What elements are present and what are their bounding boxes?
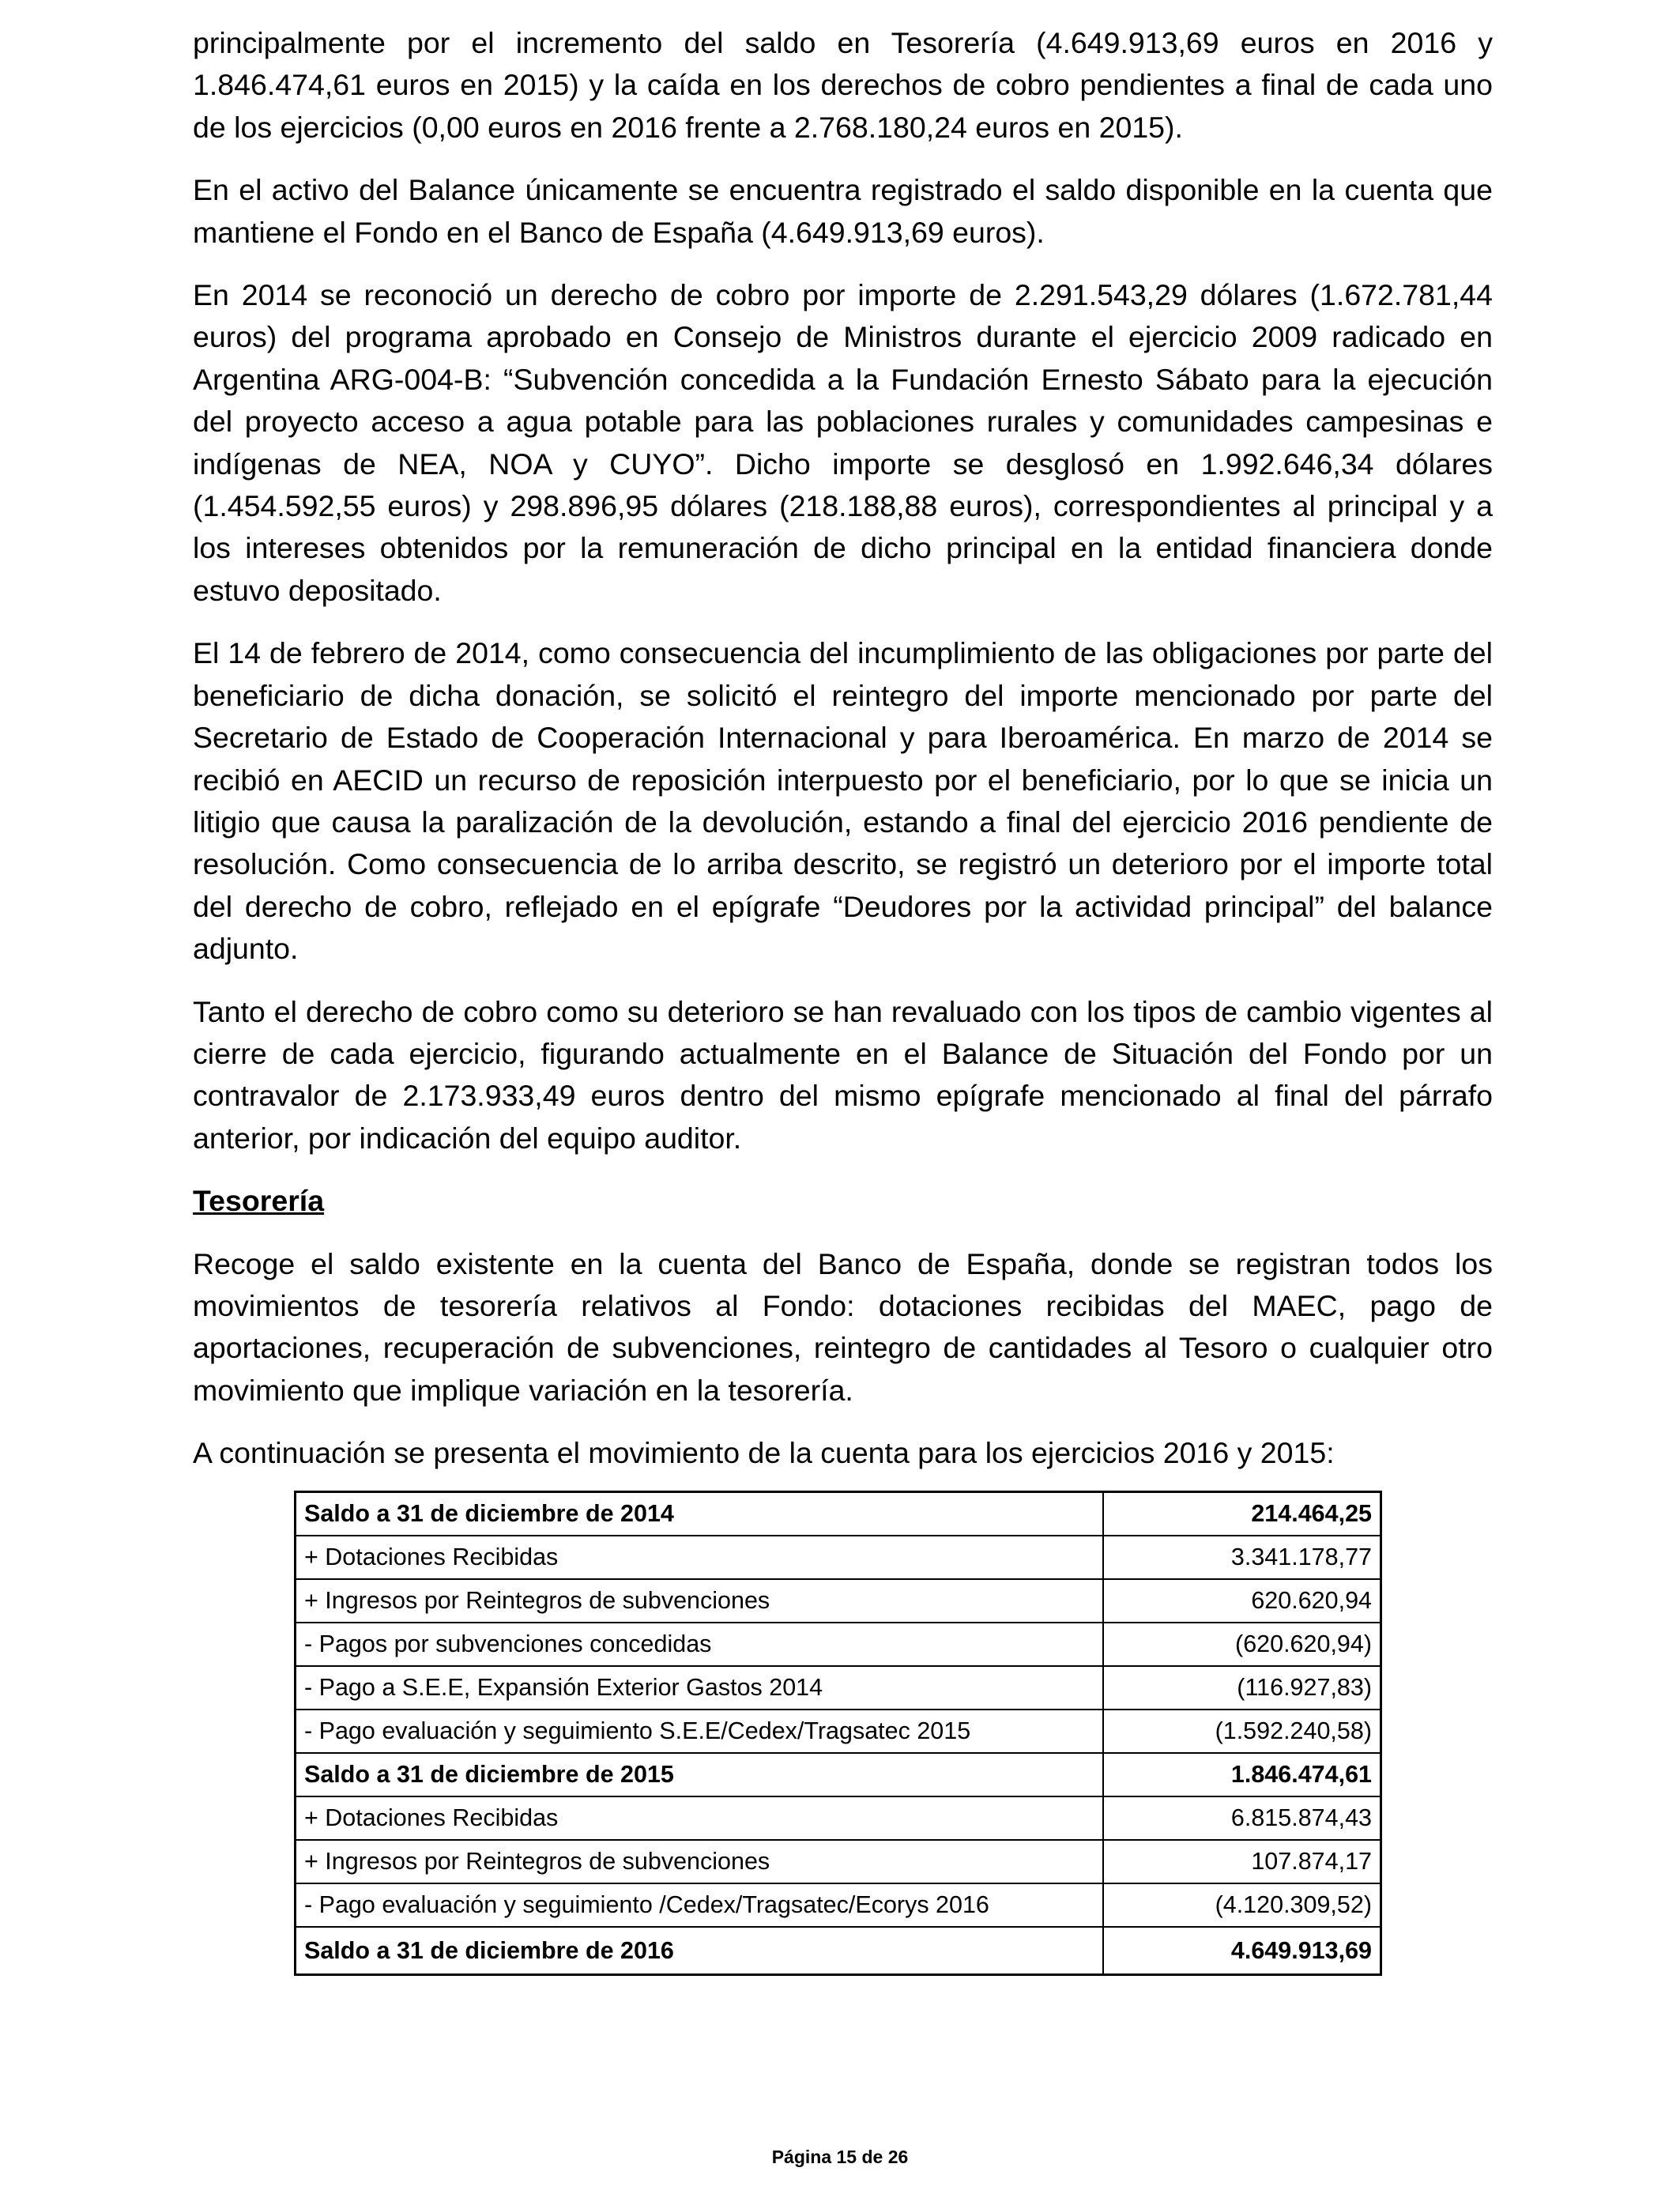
table-row bbox=[296, 1840, 1381, 1883]
row-amount: (620.620,94) bbox=[1103, 1623, 1381, 1666]
table-row bbox=[296, 1579, 1381, 1623]
row-concept: - Pago a S.E.E, Expansión Exterior Gastos 2014 bbox=[296, 1666, 1104, 1710]
row-amount: 3.341.178,77 bbox=[1103, 1536, 1381, 1579]
table-row bbox=[296, 1623, 1381, 1666]
table-row bbox=[296, 1710, 1381, 1753]
treasury-movement-table bbox=[294, 1491, 1382, 1976]
section-heading-tesoreria: Tesorería bbox=[193, 1184, 325, 1218]
row-amount: 620.620,94 bbox=[1103, 1579, 1381, 1623]
row-concept: Saldo a 31 de diciembre de 2016 bbox=[296, 1927, 1104, 1975]
row-amount: 214.464,25 bbox=[1103, 1492, 1381, 1536]
table-row bbox=[296, 1883, 1381, 1927]
paragraph-activo-balance: En el activo del Balance únicamente se encuentra registrado el saldo disponible en la cuenta que mantiene el Fondo en el Banco de España (4.649.913,69 euros). bbox=[193, 173, 1493, 249]
row-amount: (1.592.240,58) bbox=[1103, 1710, 1381, 1753]
page-number: Página 15 de 26 bbox=[771, 2147, 909, 2167]
row-concept: Saldo a 31 de diciembre de 2015 bbox=[296, 1753, 1104, 1796]
table-row bbox=[296, 1796, 1381, 1840]
paragraph-derecho-cobro-2014: En 2014 se reconoció un derecho de cobro por importe de 2.291.543,29 dólares (1.672.781,44 euros) del programa aprobado en Consejo de Ministros durante el ejercicio 2009 radicado en Argentina ARG-004-B: “Subvención concedida a la Fundación Ernesto Sábato para la ejecución del proyecto acceso a agua potable para las poblaciones rurales y comunidades campesinas e indígenas de NEA, NOA y CUYO”. Dicho importe se desglosó en 1.992.646,34 dólares (1.454.592,55 euros) y 298.896,95 dólares (218.188,88 euros), correspondientes al principal y a los intereses obtenidos por la remuneración de dicho principal en la entidad financiera donde estuvo depositado. bbox=[193, 278, 1493, 607]
paragraph-tesoreria-description: Recoge el saldo existente en la cuenta del Banco de España, donde se registran todos los movimientos de tesorería relativos al Fondo: dotaciones recibidas del MAEC, pago de aportaciones, recuperación de subvenciones, reintegro de cantidades al Tesoro o cualquier otro movimiento que implique variación en la tesorería. bbox=[193, 1246, 1493, 1407]
row-concept: + Ingresos por Reintegros de subvenciones bbox=[296, 1840, 1104, 1883]
row-concept: + Ingresos por Reintegros de subvenciones bbox=[296, 1579, 1104, 1623]
table-row bbox=[296, 1536, 1381, 1579]
row-concept: + Dotaciones Recibidas bbox=[296, 1536, 1104, 1579]
row-concept: + Dotaciones Recibidas bbox=[296, 1796, 1104, 1840]
table-row bbox=[296, 1927, 1381, 1975]
row-amount: (4.120.309,52) bbox=[1103, 1883, 1381, 1927]
row-amount: 1.846.474,61 bbox=[1103, 1753, 1381, 1796]
row-concept: - Pago evaluación y seguimiento S.E.E/Cedex/Tragsatec 2015 bbox=[296, 1710, 1104, 1753]
row-concept: - Pagos por subvenciones concedidas bbox=[296, 1623, 1104, 1666]
treasury-movement-table-wrapper bbox=[294, 1491, 1382, 1976]
paragraph-balance-increase: principalmente por el incremento del saldo en Tesorería (4.649.913,69 euros en 2016 y 1.846.474,61 euros en 2015) y la caída en los derechos de cobro pendientes a final de cada uno de los ejercicios (0,00 euros en 2016 frente a 2.768.180,24 euros en 2015). bbox=[193, 26, 1493, 144]
row-amount: 107.874,17 bbox=[1103, 1840, 1381, 1883]
row-amount: 6.815.874,43 bbox=[1103, 1796, 1381, 1840]
table-row bbox=[296, 1492, 1381, 1536]
row-amount: (116.927,83) bbox=[1103, 1666, 1381, 1710]
row-concept: - Pago evaluación y seguimiento /Cedex/Tragsatec/Ecorys 2016 bbox=[296, 1883, 1104, 1927]
table-row bbox=[296, 1666, 1381, 1710]
document-body bbox=[193, 22, 1493, 1495]
row-amount: 4.649.913,69 bbox=[1103, 1927, 1381, 1975]
row-concept: Saldo a 31 de diciembre de 2014 bbox=[296, 1492, 1104, 1536]
paragraph-revaluacion: Tanto el derecho de cobro como su deterioro se han revaluado con los tipos de cambio vigentes al cierre de cada ejercicio, figurando actualmente en el Balance de Situación del Fondo por un contravalor de 2.173.933,49 euros dentro del mismo epígrafe mencionado al final del párrafo anterior, por indicación del equipo auditor. bbox=[193, 994, 1493, 1155]
table-row bbox=[296, 1753, 1381, 1796]
paragraph-table-intro: A continuación se presenta el movimiento de la cuenta para los ejercicios 2016 y 2015: bbox=[193, 1436, 1335, 1470]
paragraph-reintegro-litigio: El 14 de febrero de 2014, como consecuencia del incumplimiento de las obligaciones por parte del beneficiario de dicha donación, se solicitó el reintegro del importe mencionado por parte del Secretario de Estado de Cooperación Internacional y para Iberoamérica. En marzo de 2014 se recibió en AECID un recurso de reposición interpuesto por el beneficiario, por lo que se inicia un litigio que causa la paralización de la devolución, estando a final del ejercicio 2016 pendiente de resolución. Como consecuencia de lo arriba descrito, se registró un deterioro por el importe total del derecho de cobro, reflejado en el epígrafe “Deudores por la actividad principal” del balance adjunto. bbox=[193, 636, 1493, 966]
